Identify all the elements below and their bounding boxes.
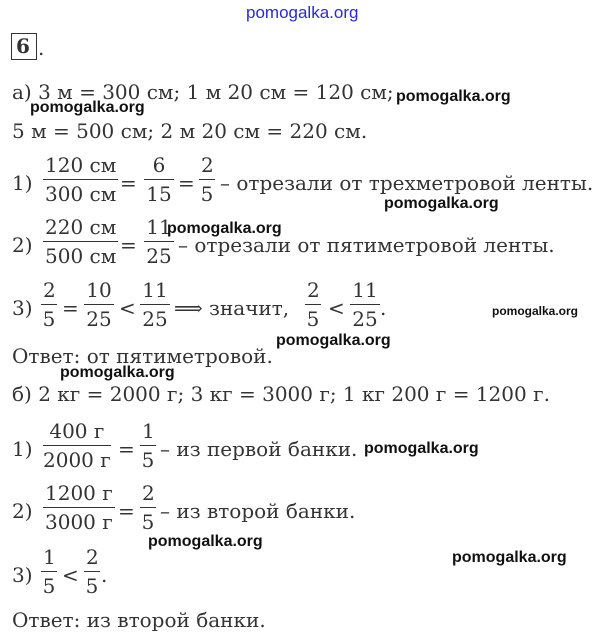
a-step3-frac5-den: 25: [352, 307, 378, 331]
a-step1-eq1: =: [120, 171, 137, 195]
b-step2-text: – из второй банки.: [160, 499, 356, 523]
a-step1-frac3-num: 2: [199, 153, 215, 180]
watermark: pomogalka.org: [384, 195, 499, 212]
a-step3-label: 3): [12, 296, 33, 320]
a-step1-label: 1): [12, 171, 33, 195]
a-step2-frac1: [43, 215, 118, 268]
b-step2-frac2: [140, 481, 156, 534]
a-step3-frac2: [84, 278, 114, 331]
watermark: pomogalka.org: [364, 440, 479, 457]
part-b-answer: Ответ: из второй банки.: [12, 608, 266, 632]
b-step3-frac1: [41, 545, 57, 598]
a-step3-frac2-den: 25: [86, 307, 112, 331]
a-step3-conclusion: ⟹ значит,: [174, 296, 290, 320]
a-step3-frac1-den: 5: [42, 307, 56, 331]
b-step3-label: 3): [12, 563, 33, 587]
b-step1-frac2: [140, 419, 156, 472]
a-step1-frac1: [43, 153, 118, 206]
b-step3-lt: <: [62, 563, 79, 587]
b-step2-frac1-den: 3000 г: [45, 510, 113, 534]
a-step1-eq2: =: [178, 171, 195, 195]
a-step3-period: .: [380, 296, 387, 320]
a-step3-eq1: =: [62, 296, 79, 320]
b-step1-label: 1): [12, 437, 33, 461]
part-a-line1: а) 3 м = 300 см; 1 м 20 см = 120 см;: [12, 80, 394, 104]
b-step3-frac2-num: 2: [84, 545, 100, 572]
a-step3-frac5: [350, 278, 380, 331]
b-step3-frac2: [84, 545, 100, 598]
a-step3-frac1-num: 2: [41, 278, 57, 305]
a-step1-frac3-den: 5: [200, 182, 214, 206]
a-step2-eq1: =: [120, 233, 137, 257]
a-step1-frac2-num: 6: [144, 153, 174, 180]
a-step3-frac5-num: 11: [350, 278, 380, 305]
watermark: pomogalka.org: [60, 364, 175, 381]
a-step3-frac3-den: 25: [142, 307, 168, 331]
a-step2-frac2-den: 25: [146, 244, 172, 268]
a-step3-frac3-num: 11: [140, 278, 170, 305]
watermark: pomogalka.org: [148, 533, 263, 550]
part-a-line2: 5 м = 500 см; 2 м 20 см = 220 см.: [12, 119, 368, 143]
b-step1-frac1-den: 2000 г: [43, 448, 111, 472]
watermark: pomogalka.org: [276, 332, 391, 349]
task-number-box: [11, 33, 37, 60]
a-step2-frac1-den: 500 см: [45, 244, 117, 268]
task-number: 6: [16, 34, 30, 58]
a-step1-frac1-num: 120 см: [43, 153, 118, 180]
b-step2-frac2-den: 5: [141, 510, 155, 534]
a-step3-frac4-den: 5: [306, 307, 320, 331]
b-step2-eq1: =: [118, 499, 135, 523]
a-step3-frac4-num: 2: [305, 278, 321, 305]
a-step2-label: 2): [12, 233, 33, 257]
a-step2-frac2-num: 11: [144, 215, 174, 242]
a-step2-text: – отрезали от пятиметровой ленты.: [178, 233, 555, 257]
b-step1-frac1: [43, 419, 111, 472]
watermark: pomogalka.org: [30, 99, 145, 116]
b-step3-period: .: [101, 563, 108, 587]
a-step3-lt2: <: [328, 296, 345, 320]
b-step3-frac1-den: 5: [42, 574, 56, 598]
a-step1-frac3: [199, 153, 215, 206]
part-b-line1: б) 2 кг = 2000 г; 3 кг = 3000 г; 1 кг 200 г = 1200 г.: [12, 382, 550, 406]
b-step1-eq1: =: [118, 437, 135, 461]
watermark-top: pomogalka.org: [246, 3, 359, 22]
a-step3-frac4: [305, 278, 321, 331]
a-step1-text: – отрезали от трехметровой ленты.: [220, 171, 594, 195]
b-step1-frac2-den: 5: [141, 448, 155, 472]
a-step3-lt1: <: [119, 296, 136, 320]
watermark: pomogalka.org: [396, 88, 511, 105]
a-step1-frac2-den: 15: [146, 182, 172, 206]
a-step3-frac1: [41, 278, 57, 331]
task-number-dot: .: [38, 36, 45, 60]
watermark: pomogalka.org: [492, 304, 579, 318]
watermark: pomogalka.org: [167, 220, 282, 237]
a-step3-frac3: [140, 278, 170, 331]
b-step2-frac1: [43, 481, 115, 534]
a-step1-frac2: [144, 153, 174, 206]
b-step1-frac1-num: 400 г: [43, 419, 111, 446]
a-step2-frac1-num: 220 см: [43, 215, 118, 242]
a-step3-frac2-num: 10: [84, 278, 114, 305]
b-step2-label: 2): [12, 499, 33, 523]
part-a-answer: Ответ: от пятиметровой.: [12, 344, 273, 368]
b-step1-text: – из первой банки.: [160, 437, 358, 461]
b-step2-frac2-num: 2: [140, 481, 156, 508]
b-step1-frac2-num: 1: [140, 419, 156, 446]
b-step3-frac1-num: 1: [41, 545, 57, 572]
b-step3-frac2-den: 5: [85, 574, 99, 598]
b-step2-frac1-num: 1200 г: [43, 481, 115, 508]
a-step1-frac1-den: 300 см: [45, 182, 117, 206]
watermark: pomogalka.org: [452, 549, 567, 566]
